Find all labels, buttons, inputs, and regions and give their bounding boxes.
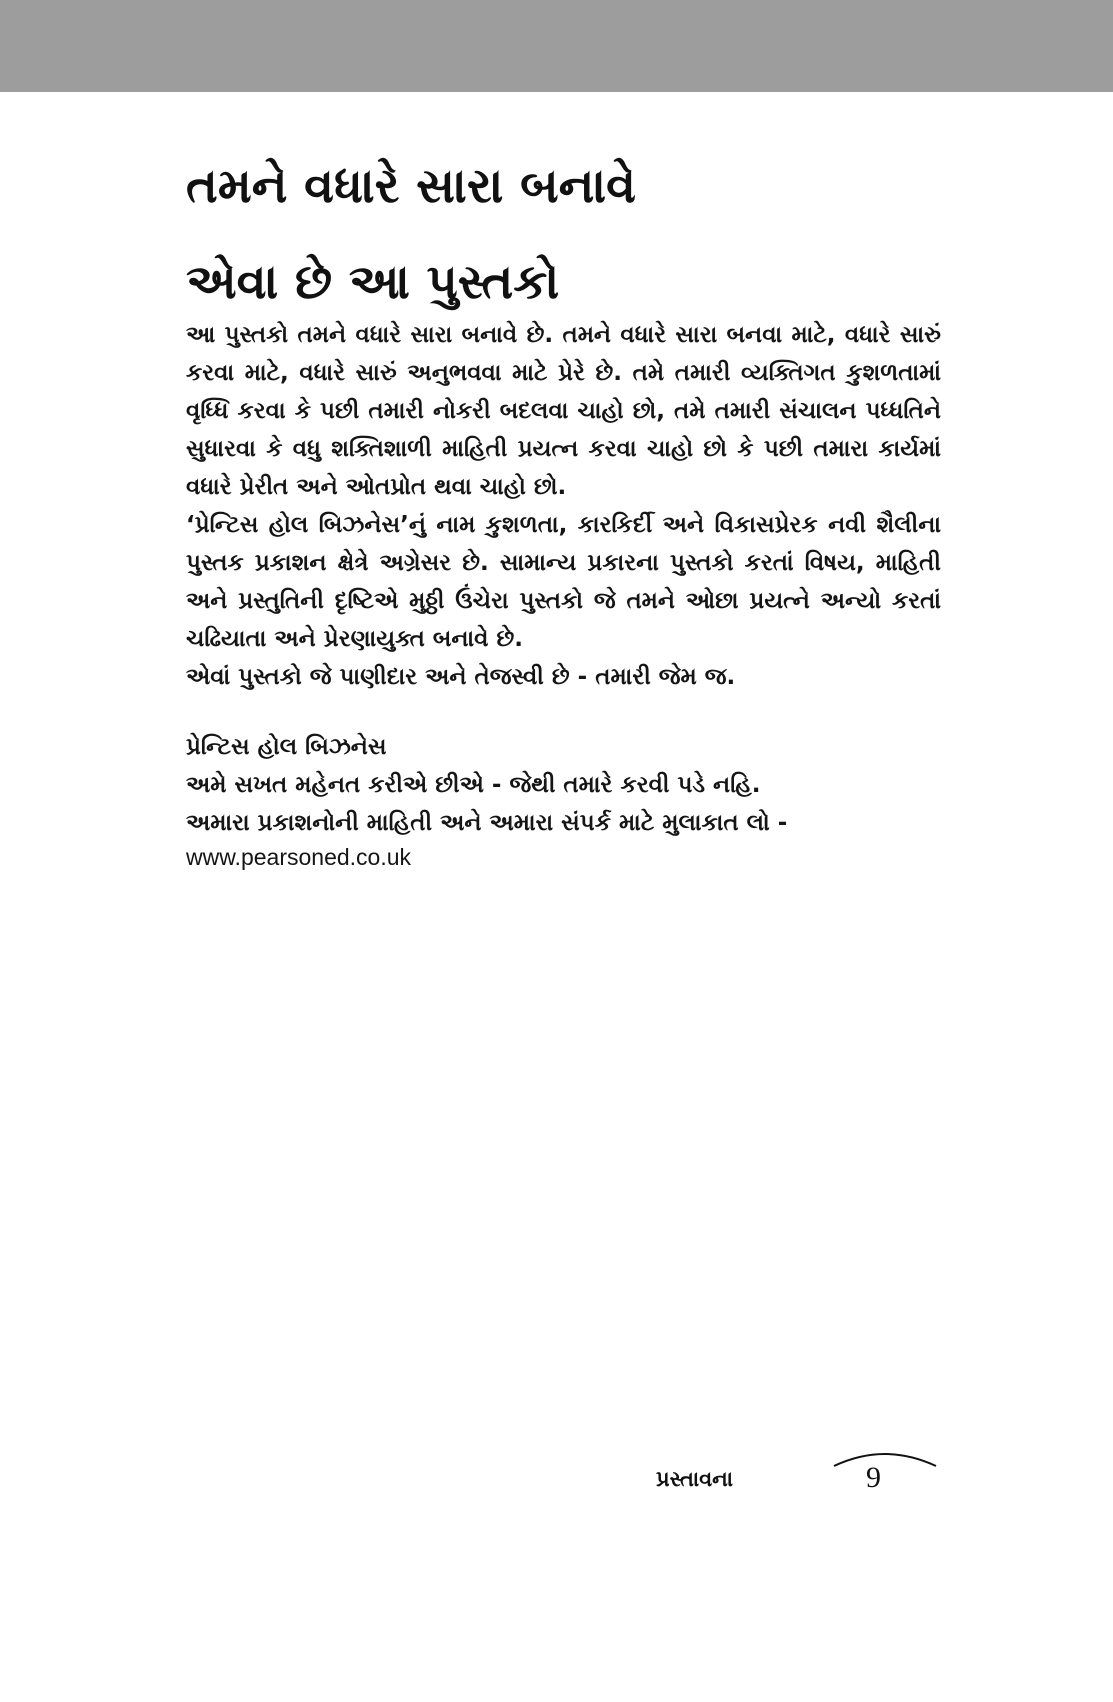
intro-paragraph: આ પુસ્તકો તમને વધારે સારા બનાવે છે. તમને વધારે સારા બનવા માટે, વધારે સારું કરવા માટે, વધારે સારું અનુભવવા માટે પ્રેરે છે. તમે તમારી વ્યક્તિગત કુશળતામાં વૃધ્ધિ કરવા કે પછી તમારી નોકરી બદલવા ચાહો છો, તમે તમારી સંચાલન પધ્ધતિને સુધારવા કે વધુ શક્તિશાળી માહિતી પ્રયત્ન કરવા ચાહો છો કે પછી તમારા કાર્યમાં વધારે પ્રેરીત અને ઓતપ્રોત થવા ચાહો છો. [186,322,941,500]
website-link[interactable]: www.pearsoned.co.uk [186,844,412,870]
publisher-name: પ્રેન્ટિસ હોલ બિઝનેસ [186,734,387,760]
visit-text: અમારા પ્રકાશનોની માહિતી અને અમારા સંપર્ક માટે મુલાકાત લો - [186,810,788,836]
section-label: પ્રસ્તાવના [656,1467,733,1491]
header-band [0,0,1113,92]
page-title-line-1: તમને વધારે સારા બનાવે [186,158,637,214]
page-title-line-2: એવા છે આ પુસ્તકો [186,254,560,310]
body-text [186,316,941,872]
closing-line: એવાં પુસ્તકો જે પાણીદાર અને તેજસ્વી છે - તમારી જેમ જ. [186,664,736,690]
publisher-tagline: અમે સખત મહેનત કરીએ છીએ - જેથી તમારે કરવી પડે નહિ. [186,772,761,798]
brand-paragraph: ‘પ્રેન્ટિસ હોલ બિઝનેસ’નું નામ કુશળતા, કારકિર્દી અને વિકાસપ્રેરક નવી શૈલીના પુસ્તક પ્રકાશન ક્ષેત્રે અગ્રેસર છે. સામાન્ય પ્રકારના પુસ્તકો કરતાં વિષય, માહિતી અને પ્રસ્તુતિની દૃષ્ટિએ મુઠ્ઠી ઉંચેરા પુસ્તકો જે તમને ઓછા પ્રયત્ને અન્યો કરતાં ચઢિયાતા અને પ્રેરણાયુક્ત બનાવે છે. [186,512,941,652]
page-title [186,138,946,330]
page-number-arc [830,1440,940,1470]
page-number: 9 [866,1461,881,1494]
